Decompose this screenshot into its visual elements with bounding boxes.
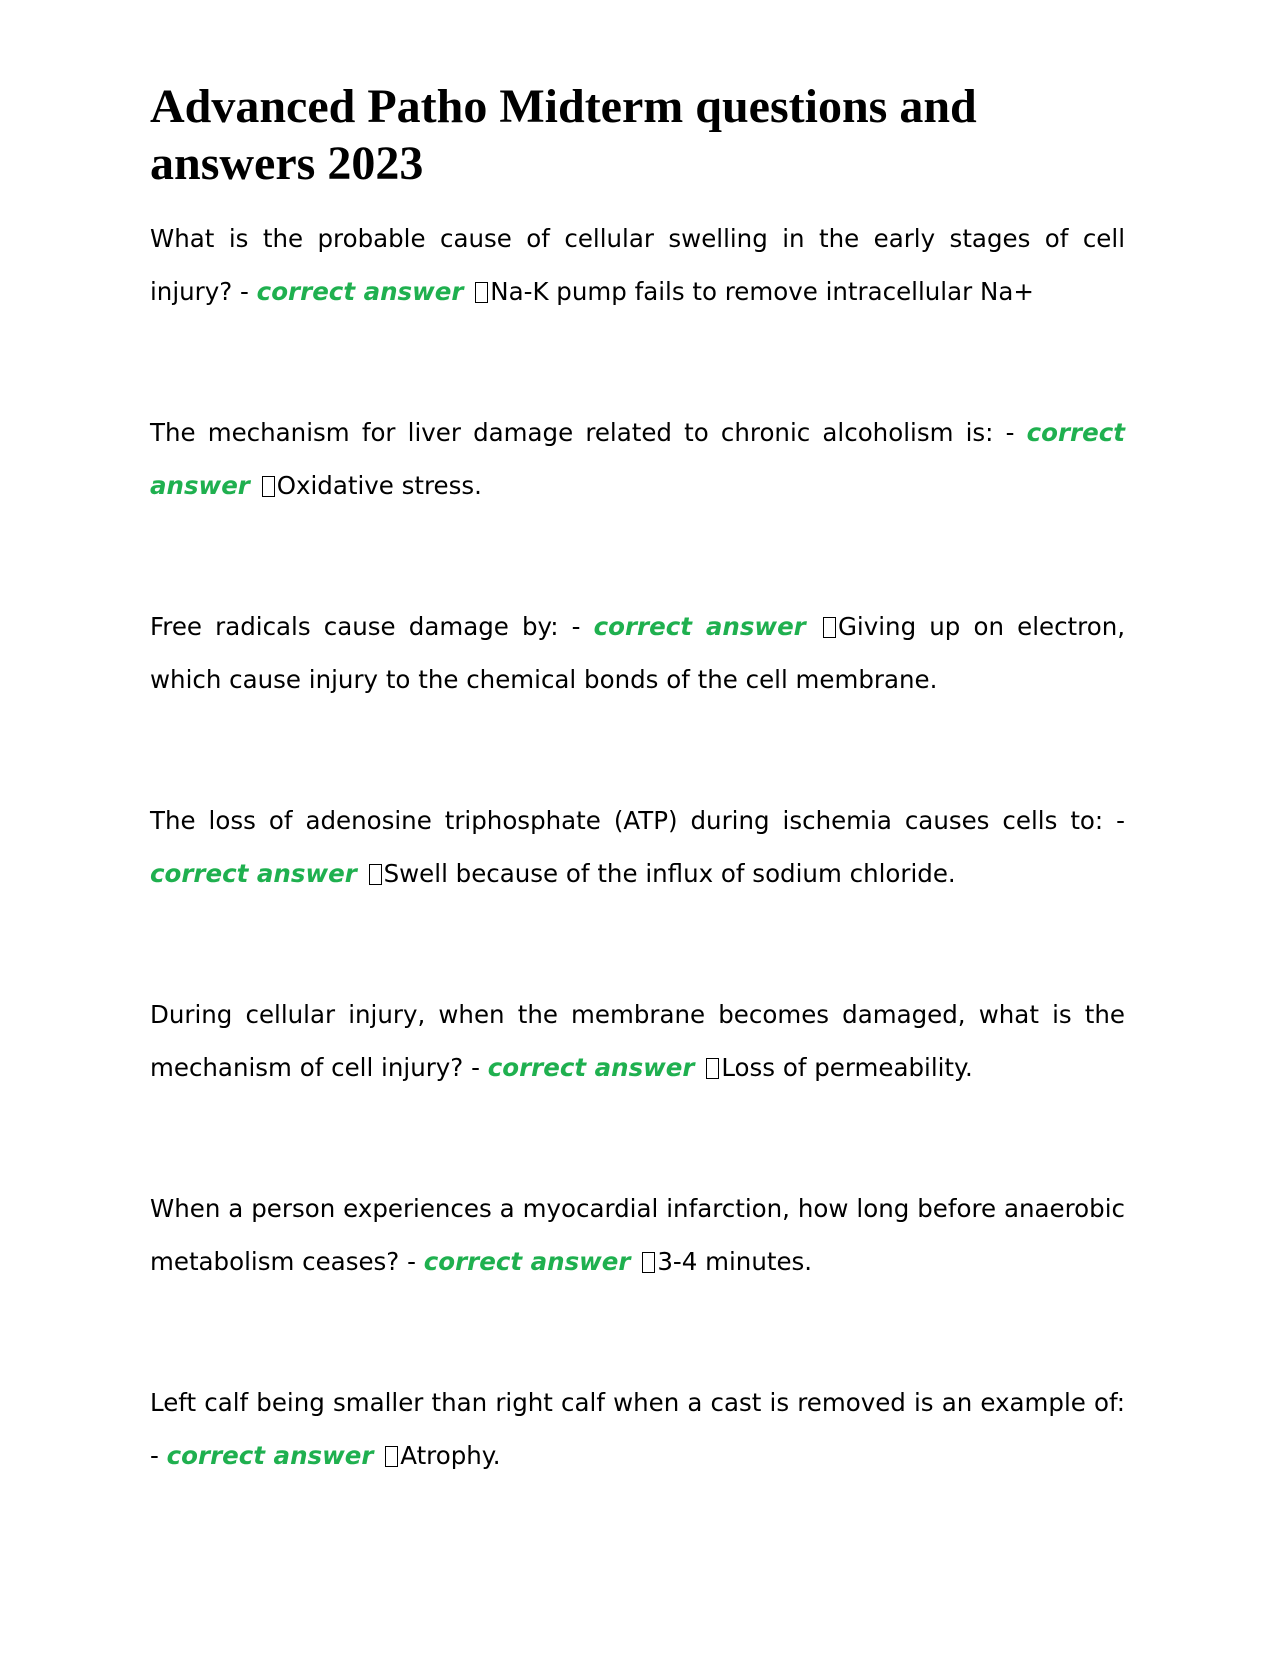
qa-item: [150, 794, 1125, 900]
answer-text: Swell because of the influx of sodium chloride.: [383, 859, 956, 888]
missing-glyph-box-icon: [262, 476, 275, 497]
missing-glyph-box-icon: [369, 864, 382, 885]
answer-text: Giving up on electron, which cause injury to the chemical bonds of the cell membrane.: [150, 612, 1126, 694]
answer-text: 3-4 minutes.: [657, 1247, 813, 1276]
qa-item: [150, 1376, 1125, 1482]
missing-glyph-box-icon: [823, 617, 836, 638]
missing-glyph-box-icon: [475, 282, 488, 303]
qa-item: [150, 600, 1125, 706]
qa-item: [150, 212, 1125, 318]
missing-glyph-box-icon: [706, 1058, 719, 1079]
question-text: The loss of adenosine triphosphate (ATP) during ischemia causes cells to: -: [150, 806, 1125, 835]
question-text: When a person experiences a myocardial infarction, how long before anaerobic metabolism ceases? -: [150, 1194, 1125, 1276]
correct-answer-label: correct answer: [256, 277, 464, 306]
document-page: [150, 78, 1125, 1482]
missing-glyph-box-icon: [642, 1252, 655, 1273]
qa-item: [150, 1182, 1125, 1288]
answer-text: Loss of permeability.: [721, 1053, 973, 1082]
correct-answer-label: correct answer: [150, 859, 357, 888]
missing-glyph-box-icon: [385, 1446, 398, 1467]
correct-answer-label: correct answer: [423, 1247, 631, 1276]
correct-answer-label: correct answer: [593, 612, 806, 641]
correct-answer-label: correct answer: [150, 418, 1125, 500]
question-text: Free radicals cause damage by: -: [150, 612, 594, 641]
answer-text: Atrophy.: [400, 1441, 501, 1470]
answer-text: Na-K pump fails to remove intracellular Na+: [490, 277, 1034, 306]
answer-text: Oxidative stress.: [276, 471, 482, 500]
question-text: Left calf being smaller than right calf when a cast is removed is an example of: -: [150, 1388, 1125, 1470]
qa-item: [150, 406, 1125, 512]
qa-item: [150, 988, 1125, 1094]
question-text: The mechanism for liver damage related to chronic alcoholism is: -: [150, 418, 1027, 447]
question-text: What is the probable cause of cellular swelling in the early stages of cell injury? -: [150, 224, 1125, 306]
correct-answer-label: correct answer: [166, 1441, 374, 1470]
document-title: Advanced Patho Midterm questions and answers 2023: [150, 80, 977, 190]
question-text: During cellular injury, when the membrane becomes damaged, what is the mechanism of cell injury? -: [150, 1000, 1125, 1082]
correct-answer-label: correct answer: [487, 1053, 695, 1082]
